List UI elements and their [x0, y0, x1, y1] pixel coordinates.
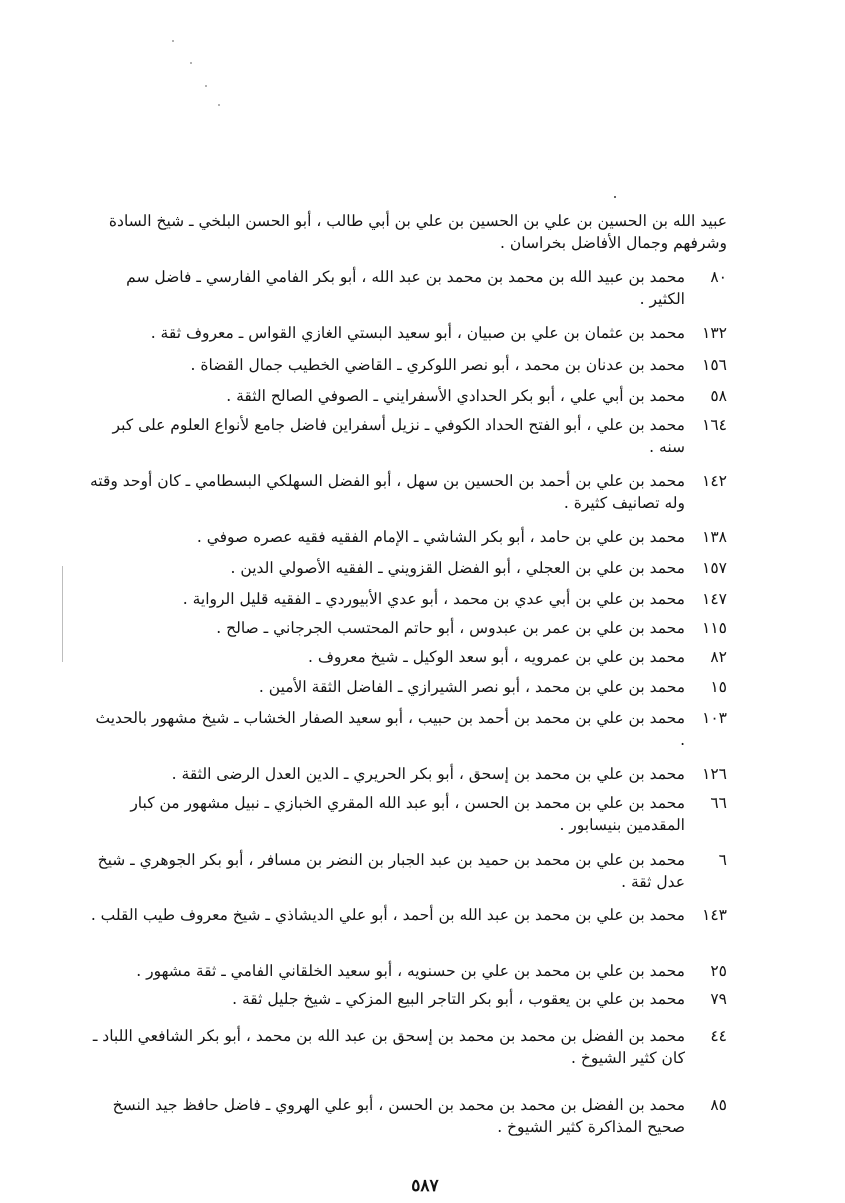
scan-speck — [614, 196, 616, 198]
entry-number: ١٤٢ — [702, 472, 727, 490]
entry-text: محمد بن علي ، أبو الفتح الحداد الكوفي ـ نزيل أسفراين فاضل جامع لأنواع العلوم على كبر سنه . — [112, 416, 685, 456]
entry-text: عبيد الله بن الحسين بن علي بن الحسين بن علي بن أبي طالب ، أبو الحسن البلخي ـ شيخ السادة وشرفهم وجمال الأفاضل بخراسان . — [108, 212, 727, 252]
entry-number: ١٤٣ — [702, 906, 727, 924]
entry-number: ١١٥ — [702, 619, 727, 637]
entry-4 — [87, 385, 727, 407]
entry-number: ٢٥ — [710, 962, 727, 980]
entry-number: ٤٤ — [710, 1027, 727, 1045]
entry-19 — [87, 988, 727, 1010]
entry-20 — [87, 1025, 727, 1069]
entry-7 — [87, 526, 727, 548]
entry-10 — [87, 617, 727, 639]
scan-speck — [218, 104, 220, 106]
entry-text: محمد بن الفضل بن محمد بن محمد بن الحسن ، أبو علي الهروي ـ فاضل حافظ جيد النسخ صحيح المذاكرة كثير الشيوخ . — [112, 1096, 685, 1136]
entry-number: ١٦٤ — [702, 416, 727, 434]
entry-14 — [87, 763, 727, 785]
entry-number: ١٢٦ — [702, 765, 727, 783]
entry-3 — [87, 354, 727, 376]
entry-text: محمد بن علي بن محمد بن علي بن حسنويه ، أبو سعيد الخلقاني الفامي ـ ثقة مشهور . — [136, 962, 685, 980]
margin-mark — [62, 566, 63, 662]
entry-6 — [87, 470, 727, 514]
entry-8 — [87, 557, 727, 579]
scan-speck — [190, 62, 192, 64]
entry-number: ١٣٨ — [702, 528, 727, 546]
entry-text: محمد بن علي بن أبي عدي بن محمد ، أبو عدي الأبيوردي ـ الفقيه قليل الرواية . — [182, 590, 685, 608]
entry-18 — [87, 960, 727, 982]
entry-9 — [87, 588, 727, 610]
entry-number: ٨٢ — [710, 648, 727, 666]
entry-text: محمد بن علي بن محمد بن أحمد بن حبيب ، أبو سعيد الصفار الخشاب ـ شيخ مشهور بالحديث . — [95, 709, 685, 749]
entry-text: محمد بن علي بن حامد ، أبو بكر الشاشي ـ الإمام الفقيه فقيه عصره صوفي . — [196, 528, 685, 546]
entry-text: محمد بن عثمان بن علي بن صبيان ، أبو سعيد البستي الغازي القواس ـ معروف ثقة . — [150, 324, 685, 342]
entry-text: محمد بن علي بن العجلي ، أبو الفضل القزويني ـ الفقيه الأصولي الدين . — [230, 559, 685, 577]
entry-16 — [87, 849, 727, 893]
entry-number: ١٤٧ — [702, 590, 727, 608]
entry-number: ٥٨ — [710, 387, 727, 405]
entry-15 — [87, 792, 727, 836]
entry-text: محمد بن عدنان بن محمد ، أبو نصر اللوكري ـ القاضي الخطيب جمال القضاة . — [190, 356, 685, 374]
entry-text: محمد بن عبيد الله بن محمد بن محمد بن عبد الله ، أبو بكر الفامي الفارسي ـ فاضل سم الكثير . — [126, 268, 685, 308]
entry-number: ١٥٧ — [702, 559, 727, 577]
entry-number: ١٠٣ — [702, 709, 727, 727]
entry-number: ٨٠ — [710, 268, 727, 286]
entry-11 — [87, 646, 727, 668]
entry-text: محمد بن علي بن محمد بن عبد الله بن أحمد ، أبو علي الديشاذي ـ شيخ معروف طيب القلب . — [90, 906, 685, 924]
entry-0 — [107, 210, 727, 254]
entry-number: ١٣٢ — [702, 324, 727, 342]
entry-text: محمد بن علي بن أحمد بن الحسين بن سهل ، أبو الفضل السهلكي البسطامي ـ كان أوحد وقته وله تصانيف كثيرة . — [89, 472, 685, 512]
entry-text: محمد بن أبي علي ، أبو بكر الحدادي الأسفرايني ـ الصوفي الصالح الثقة . — [226, 387, 685, 405]
entry-number: ٨٥ — [710, 1096, 727, 1114]
entry-number: ١٥ — [710, 678, 727, 696]
page-number: ٥٨٧ — [411, 1176, 439, 1196]
entry-5 — [87, 414, 727, 458]
entry-number: ٦ — [718, 851, 727, 869]
entry-text: محمد بن علي بن عمر بن عبدوس ، أبو حاتم المحتسب الجرجاني ـ صالح . — [216, 619, 685, 637]
entry-text: محمد بن الفضل بن محمد بن محمد بن إسحق بن عبد الله بن محمد ، أبو بكر الشافعي اللباد ـ كان كثير الشيوخ . — [92, 1027, 685, 1067]
entry-1 — [87, 266, 727, 310]
entry-text: محمد بن علي بن محمد بن الحسن ، أبو عبد الله المقري الخبازي ـ نبيل مشهور من كبار المقدمين بنيسابور . — [130, 794, 685, 834]
entry-number: ٦٦ — [710, 794, 727, 812]
scan-speck — [205, 85, 207, 87]
entry-text: محمد بن علي بن يعقوب ، أبو بكر التاجر البيع المزكي ـ شيخ جليل ثقة . — [232, 990, 685, 1008]
entry-number: ١٥٦ — [702, 356, 727, 374]
entry-2 — [87, 322, 727, 344]
scan-speck — [172, 40, 174, 42]
entry-text: محمد بن علي بن محمد ، أبو نصر الشيرازي ـ الفاضل الثقة الأمين . — [258, 678, 685, 696]
entry-text: محمد بن علي بن محمد بن إسحق ، أبو بكر الحريري ـ الدين العدل الرضى الثقة . — [171, 765, 685, 783]
entry-13 — [87, 707, 727, 751]
entry-21 — [87, 1094, 727, 1138]
entry-text: محمد بن علي بن محمد بن حميد بن عبد الجبار بن النضر بن مسافر ، أبو بكر الجوهري ـ شيخ عدل ثقة . — [97, 851, 685, 891]
entry-number: ٧٩ — [710, 990, 727, 1008]
entry-12 — [87, 676, 727, 698]
entry-text: محمد بن علي بن عمرويه ، أبو سعد الوكيل ـ شيخ معروف . — [307, 648, 685, 666]
entry-17 — [87, 904, 727, 926]
